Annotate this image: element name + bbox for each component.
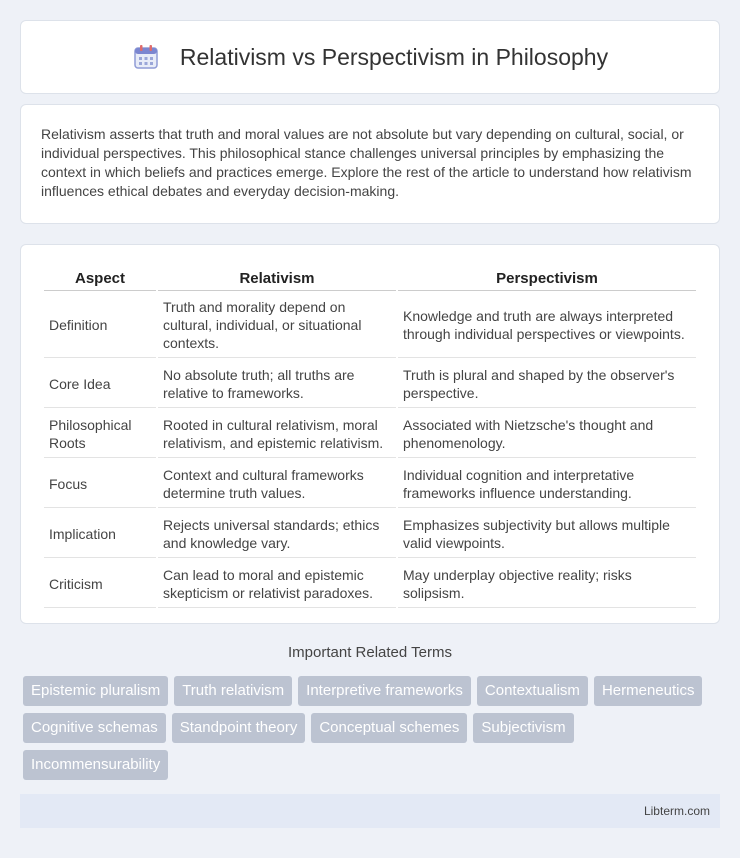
cell-perspectivism: Truth is plural and shaped by the observer's perspective. [398,360,696,408]
cell-relativism: No absolute truth; all truths are relative to frameworks. [158,360,396,408]
cell-perspectivism: Individual cognition and interpretative frameworks influence understanding. [398,460,696,508]
term-tag[interactable]: Hermeneutics [594,676,703,706]
related-terms-list [23,676,723,787]
column-header-aspect: Aspect [44,267,156,291]
cell-perspectivism: Knowledge and truth are always interpreted through individual perspectives or viewpoints. [398,293,696,358]
column-header-relativism: Relativism [158,267,396,291]
comparison-card [20,244,720,624]
column-header-perspectivism: Perspectivism [398,267,696,291]
cell-relativism: Can lead to moral and epistemic skepticism or relativist paradoxes. [158,560,396,608]
term-tag[interactable]: Subjectivism [473,713,573,743]
cell-aspect: Implication [44,510,156,558]
cell-relativism: Rejects universal standards; ethics and knowledge vary. [158,510,396,558]
term-tag[interactable]: Contextualism [477,676,588,706]
term-tag[interactable]: Interpretive frameworks [298,676,471,706]
table-row [44,360,696,408]
term-tag[interactable]: Standpoint theory [172,713,306,743]
table-row [44,460,696,508]
page-title: Relativism vs Perspectivism in Philosophy [179,43,609,70]
intro-text: Relativism asserts that truth and moral values are not absolute but vary depending on cultural, social, or individual perspectives. This philosophical stance challenges universal principles by emphasizing the context in which beliefs and practices emerge. Explore the rest of the article to understand how relativism influences ethical debates and everyday decision-making. [41,126,692,199]
cell-perspectivism: Associated with Nietzsche's thought and phenomenology. [398,410,696,458]
cell-relativism: Rooted in cultural relativism, moral relativism, and epistemic relativism. [158,410,396,458]
cell-relativism: Truth and morality depend on cultural, individual, or situational contexts. [158,293,396,358]
related-terms-title: Important Related Terms [288,644,452,661]
cell-aspect: Criticism [44,560,156,608]
footer [20,794,720,828]
cell-aspect: Focus [44,460,156,508]
term-tag[interactable]: Cognitive schemas [23,713,166,743]
cell-perspectivism: May underplay objective reality; risks solipsism. [398,560,696,608]
header-card [20,20,720,94]
calendar-icon [132,43,160,71]
table-row [44,293,696,358]
term-tag[interactable]: Truth relativism [174,676,292,706]
comparison-table [42,265,698,610]
term-tag[interactable]: Epistemic pluralism [23,676,168,706]
table-row [44,510,696,558]
table-row [44,560,696,608]
cell-aspect: Philosophical Roots [44,410,156,458]
cell-aspect: Core Idea [44,360,156,408]
intro-card [20,104,720,224]
cell-relativism: Context and cultural frameworks determine truth values. [158,460,396,508]
term-tag[interactable]: Incommensurability [23,750,168,780]
cell-perspectivism: Emphasizes subjectivity but allows multiple valid viewpoints. [398,510,696,558]
table-header-row [44,267,696,291]
term-tag[interactable]: Conceptual schemes [311,713,467,743]
footer-brand-link[interactable]: Libterm.com [643,804,710,818]
cell-aspect: Definition [44,293,156,358]
table-row [44,410,696,458]
